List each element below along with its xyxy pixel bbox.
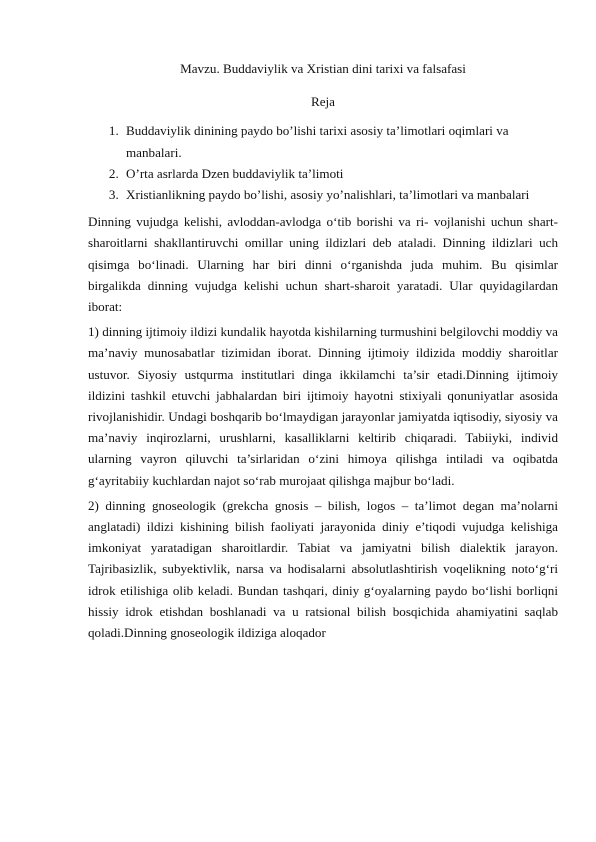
plan-heading: Reja xyxy=(311,94,335,110)
gnoseological-root-paragraph: 2) dinning gnoseologik (grekcha gnosis – bilish, logos – ta’limot degan ma’nolarni anglatadi) ildizi kishining bilish faoliyati jarayonida diniy e’tiqodi vujudga kelishiga imkoniyat yaratadigan sharoitlardir. Tabiat va jamiyatni bilish dialektik jarayon. Tajribasizlik, subyektivlik, narsa va hodisalarni absolutlashtirish voqelikning noto‘g‘ri idrok etilishiga olib keladi. Bundan tashqari, diniy g‘oyalarning paydo bo‘lishi borliqni hissiy idrok etishdan boshlanadi va u ratsional bilish bosqichida ahamiyatini saqlab qoladi.Dinning gnoseologik ildiziga aloqador xyxy=(88,497,558,641)
plan-item: 3. Xristianlikning paydo bo’lishi, asosiy yo’nalishlari, ta’limotlari va manbalari xyxy=(122,184,558,205)
social-root-paragraph: 1) dinning ijtimoiy ildizi kundalik hayotda kishilarning turmushini belgilovchi moddiy va ma’naviy munosabatlar tizimidan iborat. Dinning ijtimoiy ildizida moddiy sharoitlar ustuvor. Siyosiy ustqurma institutlari dinga ikkilamchi ta’sir etadi.Dinning ijtimoiy ildizini tashkil etuvchi jabhalardan biri ijtimoiy hayotni stixiyali qonuniyatlar asosida rivojlanishidir. Undagi boshqarib bo‘lmaydigan jarayonlar jamiyatda iqtisodiy, siyosiy va ma’naviy inqirozlarni, urushlarni, kasalliklarni keltirib chiqaradi. Tabiiyki, individ ularning vayron qiluvchi ta’sirlaridan o‘zini himoya qilishga intiladi va oqibatda g‘ayritabiiy kuchlardan najot so‘rab murojaat qilishga majbur bo‘ladi. xyxy=(88,324,558,488)
plan-list xyxy=(88,120,558,205)
document-body xyxy=(88,58,558,647)
document-title: Mavzu. Buddaviylik va Xristian dini tarixi va falsafasi xyxy=(180,61,466,76)
intro-paragraph: Dinning vujudga kelishi, avloddan-avlodga o‘tib borishi va ri- vojlanishi uchun shart-sharoitlarni shakllantiruvchi omillar uning ildizlari deb ataladi. Dinning ildizlari uch qisimga bo‘linadi. Ularning har biri dinni o‘rganishda juda muhim. Bu qisimlar birgalikda dinning vujudga kelishi uchun shart-sharoit yaratadi. Ular quyidagilardan iborat: xyxy=(88,214,558,315)
plan-item: 1. Buddaviylik dinining paydo bo’lishi tarixi asosiy ta’limotlari oqimlari va manbalari. xyxy=(122,120,558,162)
plan-item: 2. O’rta asrlarda Dzen buddaviylik ta’limoti xyxy=(122,163,558,184)
